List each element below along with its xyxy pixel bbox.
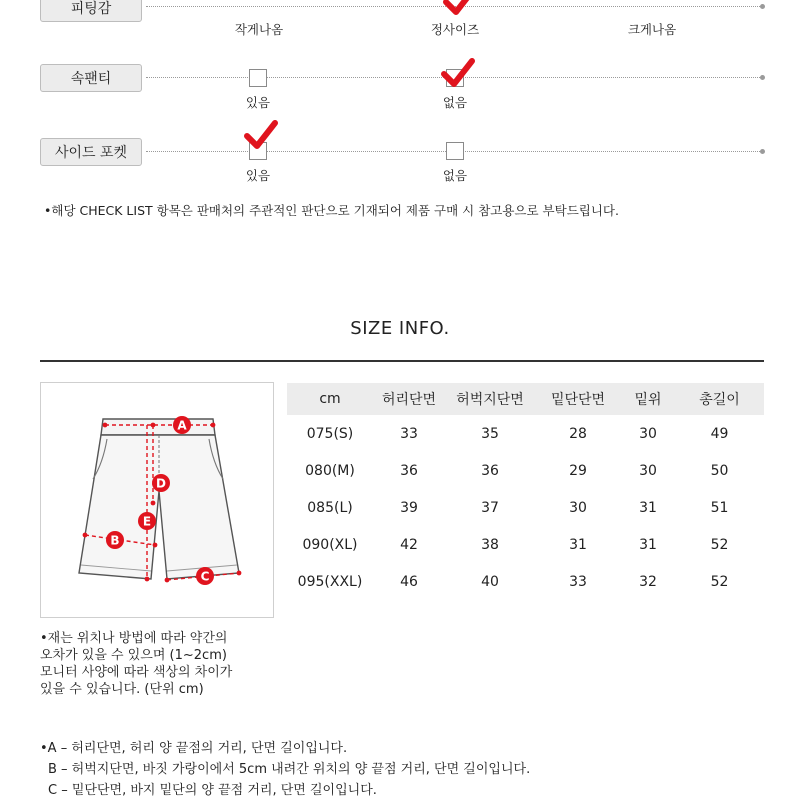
diagram-label-d: D bbox=[156, 476, 166, 491]
fit-row-label: 피팅감 bbox=[40, 0, 142, 22]
value-cell: 49 bbox=[710, 425, 729, 442]
value-cell: 52 bbox=[710, 536, 729, 553]
value-cell: 52 bbox=[710, 573, 729, 590]
value-cell: 42 bbox=[400, 536, 418, 553]
fit-option-large: 크게나옴 bbox=[627, 22, 677, 37]
size-cell: 095(XXL) bbox=[297, 573, 363, 590]
value-cell: 29 bbox=[569, 462, 587, 479]
value-cell: 33 bbox=[569, 573, 587, 590]
definition-line-c: C – 밑단단면, 바지 밑단의 양 끝점 거리, 단면 길이입니다. bbox=[48, 783, 377, 798]
underpants-check-mark-icon bbox=[441, 58, 475, 88]
diagram-label-c: C bbox=[200, 569, 210, 584]
size-table-header-row bbox=[287, 383, 764, 415]
value-cell: 35 bbox=[481, 425, 499, 442]
side-pocket-option-yes: 있음 bbox=[245, 168, 271, 183]
diagram-label-b: B bbox=[110, 533, 120, 548]
fit-option-regular: 정사이즈 bbox=[430, 22, 480, 37]
table-row bbox=[287, 415, 764, 452]
value-cell: 30 bbox=[569, 499, 587, 516]
value-cell: 30 bbox=[639, 462, 657, 479]
value-cell: 32 bbox=[639, 573, 657, 590]
checklist-note: •해당 CHECK LIST 항목은 판매처의 주관적인 판단으로 기재되어 제품 구매 시 참고용으로 부탁드립니다. bbox=[44, 203, 619, 218]
disclaimer-line: 오차가 있을 수 있으며 (1~2cm) bbox=[40, 648, 227, 663]
underpants-option-yes: 있음 bbox=[245, 95, 271, 110]
value-cell: 30 bbox=[639, 425, 657, 442]
size-info-title: SIZE INFO. bbox=[350, 318, 450, 339]
size-table-header-length: 총길이 bbox=[675, 383, 764, 415]
size-cell: 085(L) bbox=[307, 499, 353, 516]
side-pocket-row-end-dot bbox=[760, 149, 765, 154]
underpants-row-end-dot bbox=[760, 75, 765, 80]
definition-line-b: B – 허벅지단면, 바짓 가랑이에서 5cm 내려간 위치의 양 끝점 거리, 단면 길이입니다. bbox=[48, 762, 531, 777]
table-row bbox=[287, 563, 764, 600]
diagram-label-a: A bbox=[177, 418, 187, 433]
underpants-yes-checkbox[interactable] bbox=[249, 69, 267, 87]
underpants-option-no: 없음 bbox=[442, 95, 468, 110]
value-cell: 50 bbox=[710, 462, 729, 479]
size-cell: 090(XL) bbox=[302, 536, 358, 553]
value-cell: 46 bbox=[400, 573, 418, 590]
diagram-label-e: E bbox=[142, 514, 152, 529]
size-table-header-waist: 허리단면 bbox=[373, 383, 445, 415]
fit-option-small: 작게나옴 bbox=[234, 22, 284, 37]
size-table-header-thigh: 허벅지단면 bbox=[445, 383, 535, 415]
fit-check-mark-icon bbox=[443, 0, 477, 16]
value-cell: 31 bbox=[569, 536, 587, 553]
side-pocket-no-checkbox[interactable] bbox=[446, 142, 464, 160]
table-row bbox=[287, 526, 764, 563]
shorts-illustration-icon bbox=[41, 383, 273, 617]
value-cell: 33 bbox=[400, 425, 418, 442]
value-cell: 28 bbox=[569, 425, 587, 442]
shorts-measurement-diagram bbox=[40, 382, 274, 618]
value-cell: 31 bbox=[639, 536, 657, 553]
value-cell: 40 bbox=[481, 573, 499, 590]
measurement-disclaimer bbox=[40, 630, 280, 698]
side-pocket-option-no: 없음 bbox=[442, 168, 468, 183]
value-cell: 36 bbox=[481, 462, 499, 479]
disclaimer-line: •재는 위치나 방법에 따라 약간의 bbox=[40, 631, 228, 646]
size-cell: 075(S) bbox=[306, 425, 354, 442]
side-pocket-row-label: 사이드 포켓 bbox=[40, 138, 142, 166]
underpants-row-label: 속팬티 bbox=[40, 64, 142, 92]
size-table-header-rise: 밑위 bbox=[621, 383, 675, 415]
disclaimer-line: 모니터 사양에 따라 색상의 차이가 bbox=[40, 665, 233, 680]
size-cell: 080(M) bbox=[305, 462, 355, 479]
size-info-divider bbox=[40, 360, 764, 362]
value-cell: 51 bbox=[710, 499, 729, 516]
value-cell: 31 bbox=[639, 499, 657, 516]
side-pocket-check-mark-icon bbox=[244, 120, 278, 150]
size-table-header-unit: cm bbox=[287, 383, 373, 415]
value-cell: 37 bbox=[481, 499, 499, 516]
value-cell: 38 bbox=[481, 536, 499, 553]
value-cell: 39 bbox=[400, 499, 418, 516]
table-row bbox=[287, 489, 764, 526]
measurement-definitions bbox=[40, 738, 770, 801]
fit-row-end-dot bbox=[760, 4, 765, 9]
table-row bbox=[287, 452, 764, 489]
disclaimer-line: 있을 수 있습니다. (단위 cm) bbox=[40, 682, 204, 697]
size-table bbox=[287, 383, 764, 600]
size-table-header-hem: 밑단단면 bbox=[535, 383, 621, 415]
value-cell: 36 bbox=[400, 462, 418, 479]
definition-line-a: •A – 허리단면, 허리 양 끝점의 거리, 단면 길이입니다. bbox=[40, 741, 348, 756]
